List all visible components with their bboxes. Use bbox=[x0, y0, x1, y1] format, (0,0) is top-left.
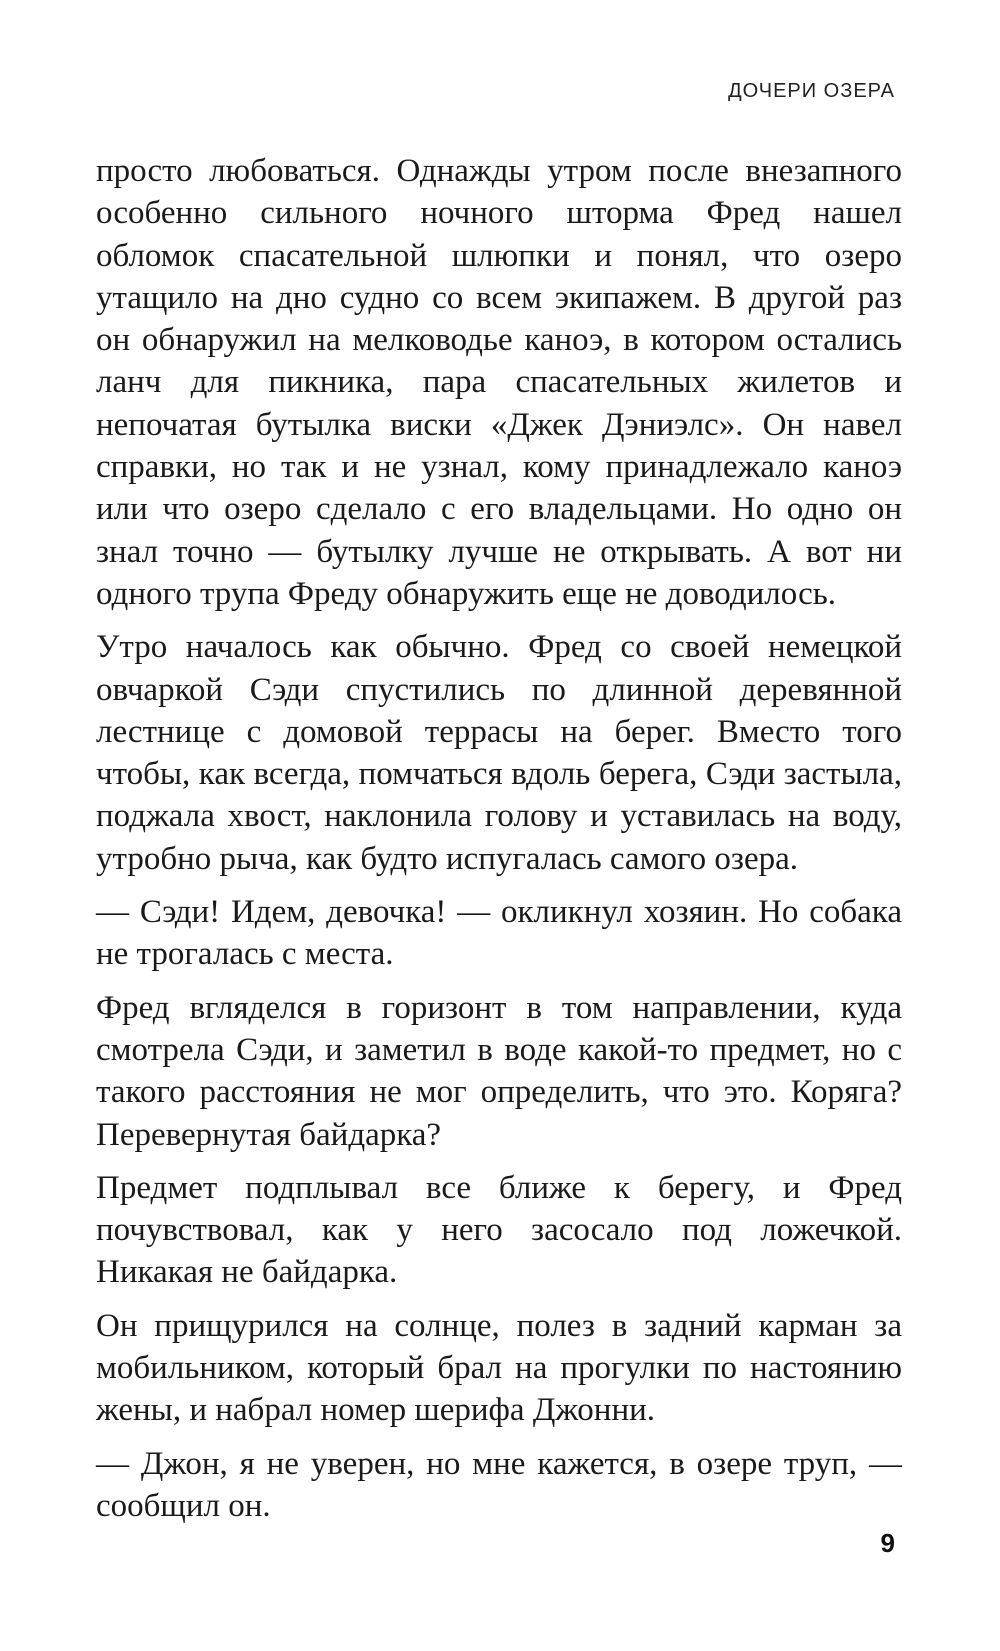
paragraph-3: — Сэди! Идем, девочка! — окликнул хозяин. Но собака не трогалась с места. bbox=[96, 894, 902, 973]
paragraph-1: просто любоваться. Однажды утром после внезапного особенно сильного ночного шторма Фред нашел обломок спасательной шлюпки и понял, что озеро утащило на дно судно со всем экипажем. В другой раз он обнаружил на мелководье каноэ, в котором остались ланч для пикника, пара спасательных жилетов и непочатая бутылка виски «Джек Дэниэлс». Он навел справки, но так и не узнал, кому принадлежало каноэ или что озеро сделало с его владельцами. Но одно он знал точно — бутылку лучше не открывать. А вот ни одного трупа Фреду обнаружить еще не доводилось. bbox=[96, 153, 902, 612]
page-number: 9 bbox=[880, 1528, 895, 1558]
page-body-text bbox=[96, 150, 902, 1538]
paragraph-4: Фред вгляделся в горизонт в том направлении, куда смотрела Сэди, и заметил в воде какой-то предмет, но с такого расстояния не мог определить, что это. Коряга? Перевернутая байдарка? bbox=[96, 989, 902, 1153]
paragraph-5: Предмет подплывал все ближе к берегу, и Фред почувствовал, как у него засосало под ложечкой. Никакая не байдарка. bbox=[96, 1169, 902, 1291]
running-header: ДОЧЕРИ ОЗЕРА bbox=[728, 80, 895, 102]
paragraph-7: — Джон, я не уверен, но мне кажется, в озере труп, — сообщил он. bbox=[96, 1445, 902, 1524]
paragraph-6: Он прищурился на солнце, полез в задний карман за мобильником, который брал на прогулки по настоянию жены, и набрал номер шерифа Джонни. bbox=[96, 1307, 902, 1429]
paragraph-2: Утро началось как обычно. Фред со своей немецкой овчаркой Сэди спустились по длинной деревянной лестнице с домовой террасы на берег. Вместо того чтобы, как всегда, помчаться вдоль берега, Сэди застыла, поджала хвост, наклонила голову и уставилась на воду, утробно рыча, как будто испугалась самого озера. bbox=[96, 629, 902, 877]
